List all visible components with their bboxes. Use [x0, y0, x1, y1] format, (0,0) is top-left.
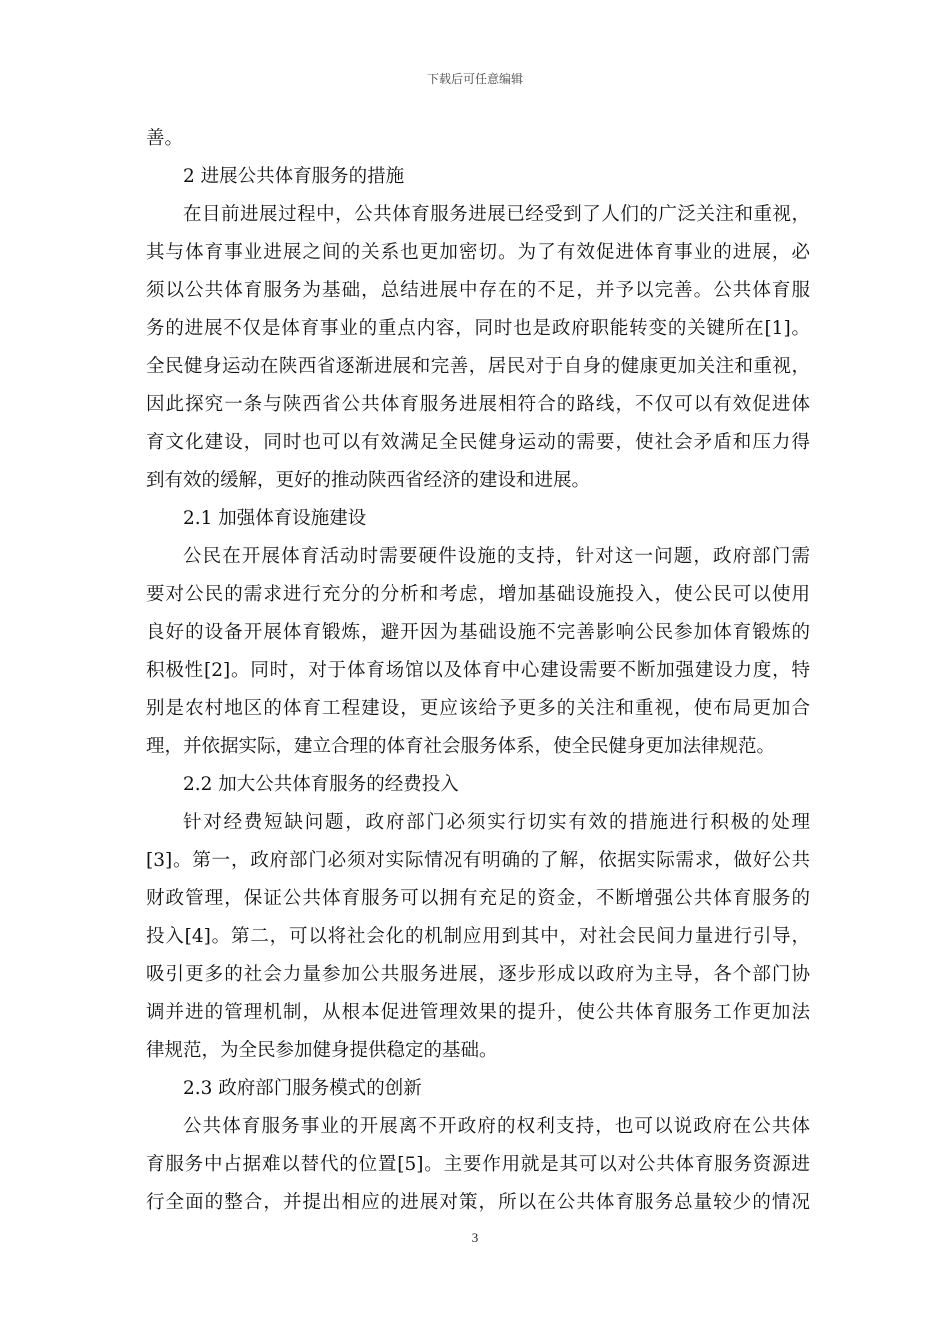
body-line: 全民健身运动在陕西省逐渐进展和完善，居民对于自身的健康更加关注和重视， [146, 356, 810, 377]
body-line: 育文化建设，同时也可以有效满足全民健身运动的需要，使社会矛盾和压力得 [146, 432, 810, 453]
body-line: 须以公共体育服务为基础，总结进展中存在的不足，并予以完善。公共体育服 [146, 280, 810, 301]
body-line: 因此探究一条与陕西省公共体育服务进展相符合的路线，不仅可以有效促进体 [146, 394, 810, 415]
body-line: 针对经费短缺问题，政府部门必须实行切实有效的措施进行积极的处理 [183, 812, 810, 833]
document-body [146, 120, 810, 1222]
body-line: 行全面的整合，并提出相应的进展对策，所以在公共体育服务总量较少的情况 [146, 1192, 810, 1213]
body-line: 调并进的管理机制，从根本促进管理效果的提升，使公共体育服务工作更加法 [146, 1002, 810, 1023]
body-line: 育服务中占据难以替代的位置[5]。主要作用就是其可以对公共体育服务资源进 [146, 1154, 810, 1175]
body-line: 理，并依据实际，建立合理的体育社会服务体系，使全民健身更加法律规范。 [146, 736, 776, 757]
body-line: 其与体育事业进展之间的关系也更加密切。为了有效促进体育事业的进展，必 [146, 242, 810, 263]
body-line: 善。 [146, 128, 184, 149]
body-line: 到有效的缓解，更好的推动陕西省经济的建设和进展。 [146, 470, 591, 491]
page-header: 下载后可任意编辑 [426, 72, 523, 86]
subsection-heading: 2.2 加大公共体育服务的经费投入 [183, 774, 459, 795]
body-line: 公共体育服务事业的开展离不开政府的权利支持，也可以说政府在公共体 [183, 1116, 810, 1137]
body-line: 良好的设备开展体育锻炼，避开因为基础设施不完善影响公民参加体育锻炼的 [146, 622, 810, 643]
body-line: 财政管理，保证公共体育服务可以拥有充足的资金，不断增强公共体育服务的 [146, 888, 810, 909]
body-line: 积极性[2]。同时，对于体育场馆以及体育中心建设需要不断加强建设力度，特 [146, 660, 810, 681]
section-heading: 2 进展公共体育服务的措施 [183, 166, 405, 187]
page-number: 3 [471, 1230, 479, 1245]
body-line: 要对公民的需求进行充分的分析和考虑，增加基础设施投入，使公民可以使用 [146, 584, 810, 605]
subsection-heading: 2.1 加强体育设施建设 [183, 508, 367, 529]
body-line: [3]。第一，政府部门必须对实际情况有明确的了解，依据实际需求，做好公共 [146, 850, 810, 871]
body-line: 投入[4]。第二，可以将社会化的机制应用到其中，对社会民间力量进行引导， [146, 926, 810, 947]
body-line: 务的进展不仅是体育事业的重点内容，同时也是政府职能转变的关键所在[1]。 [146, 318, 810, 339]
body-line: 公民在开展体育活动时需要硬件设施的支持，针对这一问题，政府部门需 [183, 546, 810, 567]
body-line: 在目前进展过程中，公共体育服务进展已经受到了人们的广泛关注和重视， [183, 204, 810, 225]
body-line: 律规范，为全民参加健身提供稳定的基础。 [146, 1040, 498, 1061]
subsection-heading: 2.3 政府部门服务模式的创新 [183, 1078, 422, 1099]
body-line: 吸引更多的社会力量参加公共服务进展，逐步形成以政府为主导，各个部门协 [146, 964, 810, 985]
body-line: 别是农村地区的体育工程建设，更应该给予更多的关注和重视，使布局更加合 [146, 698, 810, 719]
